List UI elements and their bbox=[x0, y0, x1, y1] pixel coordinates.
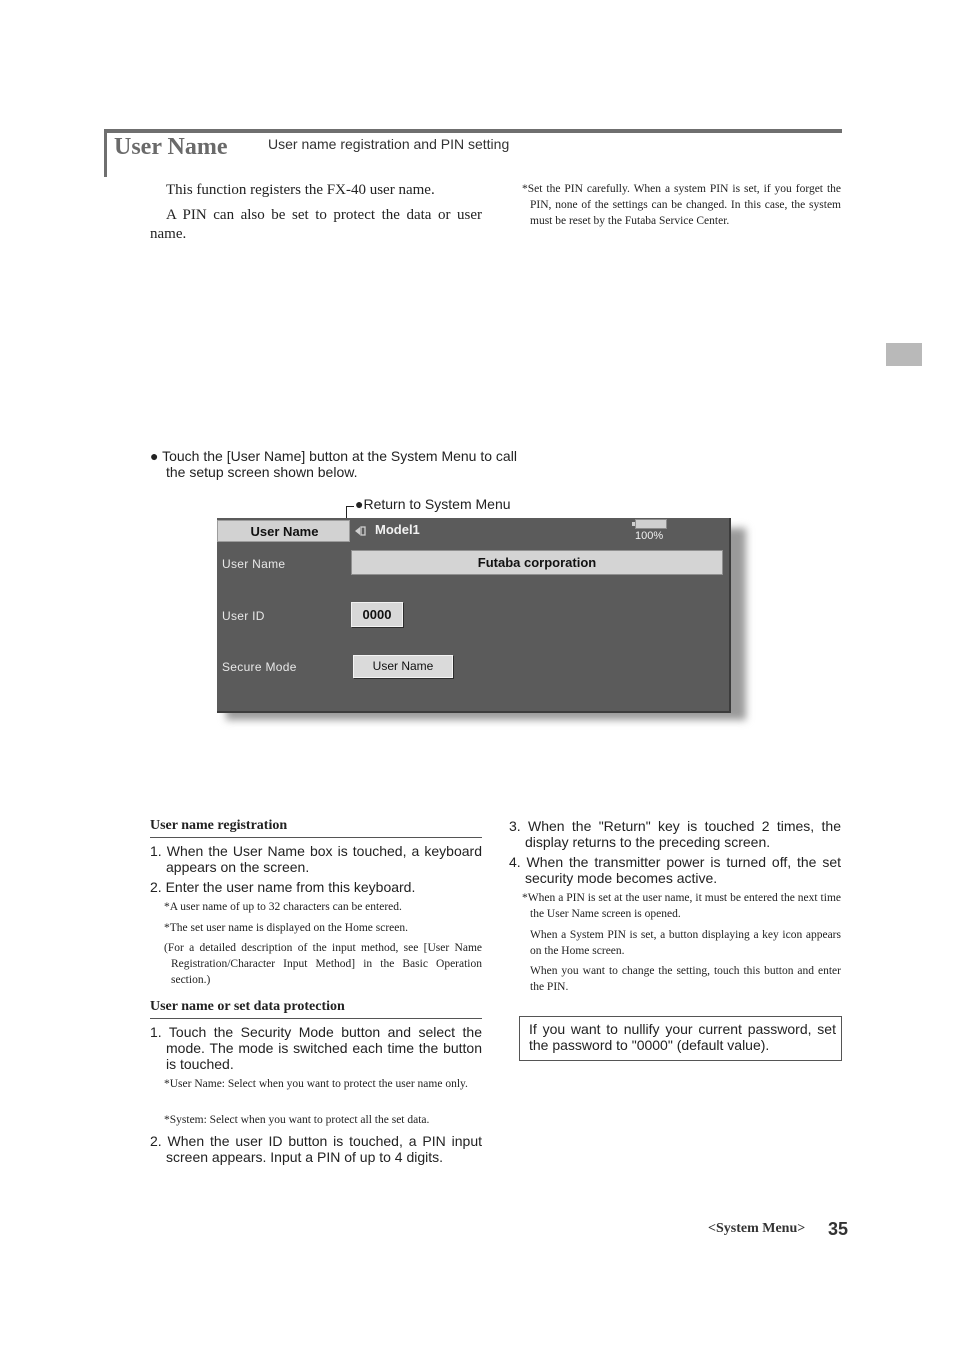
reg-note-1: *A user name of up to 32 characters can be entered. bbox=[164, 901, 402, 913]
prot-note-1: *User Name: Select when you want to protect the user name only. bbox=[164, 1078, 468, 1090]
section-title-registration: User name registration bbox=[150, 818, 288, 833]
step-4: 4. When the transmitter power is turned off, the set security mode becomes active. bbox=[509, 854, 841, 886]
intro-line-2: A PIN can also be set to protect the data or user name. bbox=[150, 207, 482, 242]
reg-step-1: 1. When the User Name box is touched, a keyboard appears on the screen. bbox=[150, 843, 482, 875]
reg-step-2: 2. Enter the user name from this keyboard. bbox=[150, 879, 416, 895]
pin-caution-note: *Set the PIN carefully. When a system PIN is set, if you forget the PIN, none of the settings can be changed. In this case, the system must be reset by the Futaba Service Center. bbox=[522, 183, 841, 227]
info-box: If you want to nullify your current password, set the password to "0000" (default value). bbox=[519, 1016, 842, 1061]
footer-section-label: <System Menu> bbox=[708, 1221, 806, 1236]
user-id-button[interactable]: 0000 bbox=[351, 602, 403, 627]
secure-mode-button[interactable]: User Name bbox=[353, 655, 453, 678]
prot-step-2: 2. When the user ID button is touched, a PIN input screen appears. Input a PIN of up to 4 digits. bbox=[150, 1133, 482, 1165]
header-side-rule bbox=[104, 129, 107, 177]
page-title: User Name bbox=[114, 134, 228, 160]
user-name-label: User Name bbox=[222, 557, 286, 571]
section-title-protection: User name or set data protection bbox=[150, 999, 345, 1014]
prot-note-2: *System: Select when you want to protect all the set data. bbox=[164, 1114, 430, 1126]
reg-note-3: (For a detailed description of the input method, see [User Name Registration/Character Input Method] in the Basic Operation section.) bbox=[164, 942, 482, 986]
section-rule bbox=[150, 1018, 482, 1019]
instruction-text: ● Touch the [User Name] button at the System Menu to call the setup screen shown below. bbox=[150, 448, 517, 480]
section-rule bbox=[150, 837, 482, 838]
user-id-label: User ID bbox=[222, 609, 265, 623]
battery-level: 100% bbox=[635, 530, 664, 542]
side-tab-marker bbox=[886, 343, 922, 366]
screen-tab bbox=[217, 520, 350, 542]
header-rule bbox=[104, 129, 842, 133]
screen-tab-label: User Name bbox=[250, 524, 319, 539]
return-arrow-icon[interactable] bbox=[353, 524, 367, 538]
right-note-2: When a System PIN is set, a button displaying a key icon appears on the Home screen. bbox=[530, 929, 841, 957]
setup-screen bbox=[217, 518, 731, 713]
secure-mode-label: Secure Mode bbox=[222, 660, 297, 674]
intro-line-1: This function registers the FX-40 user name. bbox=[166, 182, 435, 198]
right-note-3: When you want to change the setting, touch this button and enter the PIN. bbox=[530, 965, 841, 993]
model-name: Model1 bbox=[375, 522, 420, 537]
page-number: 35 bbox=[828, 1219, 849, 1239]
user-name-field[interactable]: Futaba corporation bbox=[351, 550, 723, 575]
battery-icon bbox=[635, 519, 667, 529]
right-note-1: *When a PIN is set at the user name, it must be entered the next time the User Name screen is opened. bbox=[522, 892, 841, 920]
page-subtitle: User name registration and PIN setting bbox=[268, 136, 510, 152]
step-3: 3. When the "Return" key is touched 2 times, the display returns to the preceding screen. bbox=[509, 818, 841, 850]
reg-note-2: *The set user name is displayed on the Home screen. bbox=[164, 922, 408, 934]
prot-step-1: 1. Touch the Security Mode button and select the mode. The mode is switched each time the button is touched. bbox=[150, 1024, 482, 1072]
callout-return-label: ●Return to System Menu bbox=[355, 496, 511, 512]
